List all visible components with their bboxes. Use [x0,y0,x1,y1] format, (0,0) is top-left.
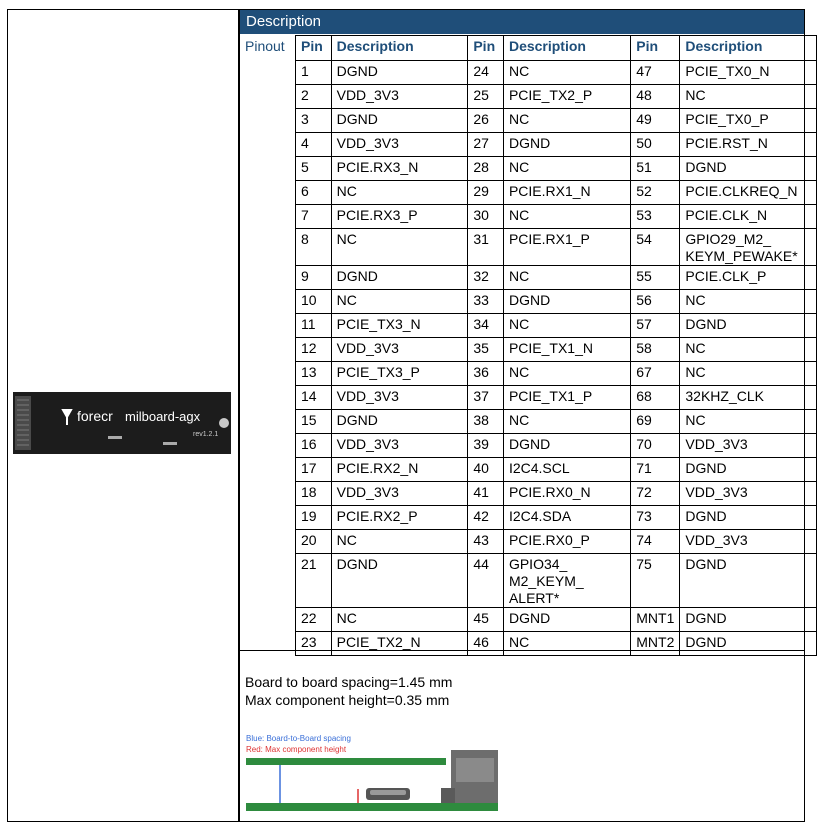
table-row [296,133,817,157]
pin-number-cell: 75 [631,554,680,608]
pinout-label: Pinout [245,38,285,54]
top-board [246,758,446,765]
pin-description-cell: PCIE.RX3_N [331,157,468,181]
mount-hole [219,418,229,428]
pin-number-cell: 53 [631,205,680,229]
pin-header: Pin [296,36,332,61]
pin-number-cell: 36 [468,362,504,386]
pin-number-cell: 50 [631,133,680,157]
pin-number-cell: 24 [468,61,504,85]
table-row [296,530,817,554]
table-row [296,181,817,205]
pinout-table-body [296,61,817,656]
pin-description-cell: PCIE_TX1_P [503,386,630,410]
column-divider [238,9,240,822]
pin-number-cell: 35 [468,338,504,362]
pin-number-cell: 47 [631,61,680,85]
pin-description-cell: PCIE_TX2_P [503,85,630,109]
pin-description-cell: PCIE.RX1_N [503,181,630,205]
pin-number-cell: MNT1 [631,608,680,632]
description-header-cell: Description [503,36,630,61]
pin-description-cell: DGND [503,434,630,458]
pin-number-cell: 38 [468,410,504,434]
pin-number-cell: 55 [631,266,680,290]
pin-description-cell: NC [503,266,630,290]
pin-description-cell: PCIE.RX2_P [331,506,468,530]
pin-description-cell: PCIE_TX0_P [680,109,817,133]
board-rev: rev1.2.1 [193,431,219,438]
pin-number-cell: 20 [296,530,332,554]
pin-description-cell: PCIE.RX3_P [331,205,468,229]
pin-number-cell: 22 [296,608,332,632]
pin-number-cell: 16 [296,434,332,458]
pin-number-cell: 8 [296,229,332,266]
description-header: Description [240,10,804,34]
pin-header: Pin [468,36,504,61]
pin-description-cell: DGND [503,133,630,157]
table-row [296,314,817,338]
table-row [296,338,817,362]
pin-description-cell: VDD_3V3 [331,338,468,362]
pin-number-cell: 51 [631,157,680,181]
table-row [296,608,817,632]
pin-description-cell: NC [503,205,630,229]
component-height-note: Max component height=0.35 mm [245,692,450,708]
table-row [296,410,817,434]
pin-number-cell: 21 [296,554,332,608]
board-model: milboard-agx [125,409,201,424]
table-row [296,506,817,530]
pin-number-cell: 18 [296,482,332,506]
pin-number-cell: 33 [468,290,504,314]
pin-description-cell: VDD_3V3 [680,530,817,554]
pin-description-cell: VDD_3V3 [331,386,468,410]
pin-description-cell: NC [680,290,817,314]
table-row [296,434,817,458]
pin-description-cell: PCIE.CLK_N [680,205,817,229]
pin-number-cell: 72 [631,482,680,506]
table-header-row [296,36,817,61]
pin-description-cell: PCIE.RST_N [680,133,817,157]
pin-number-cell: 52 [631,181,680,205]
pin-number-cell: 32 [468,266,504,290]
pin-description-cell: PCIE_TX3_P [331,362,468,386]
pin-description-cell: NC [680,362,817,386]
pin-description-cell: GPIO29_M2_ KEYM_PEWAKE* [680,229,817,266]
table-row [296,85,817,109]
pin-description-cell: I2C4.SCL [503,458,630,482]
pin-description-cell: DGND [331,109,468,133]
pin-description-cell: NC [331,290,468,314]
pin-description-cell: DGND [331,554,468,608]
pin-number-cell: 7 [296,205,332,229]
table-row [296,554,817,608]
pin-number-cell: 42 [468,506,504,530]
pin-number-cell: 29 [468,181,504,205]
table-row [296,386,817,410]
pin-number-cell: 44 [468,554,504,608]
pin-number-cell: 23 [296,632,332,656]
pinout-table [295,35,817,656]
table-row [296,205,817,229]
table-row [296,632,817,656]
pin-description-cell: DGND [680,157,817,181]
pin-description-cell: VDD_3V3 [331,85,468,109]
connector-foot [441,788,455,803]
pin-description-cell: I2C4.SDA [503,506,630,530]
pin-number-cell: 39 [468,434,504,458]
pin-number-cell: 28 [468,157,504,181]
pin-header: Pin [631,36,680,61]
pin-number-cell: 1 [296,61,332,85]
pin-number-cell: 10 [296,290,332,314]
pin-number-cell: 74 [631,530,680,554]
pin-description-cell: PCIE_TX1_N [503,338,630,362]
pin-description-cell: DGND [331,61,468,85]
connector-face [456,758,494,782]
pin-number-cell: 41 [468,482,504,506]
pin-number-cell: 27 [468,133,504,157]
pin-description-cell: VDD_3V3 [680,434,817,458]
pin-number-cell: 48 [631,85,680,109]
pin-number-cell: 68 [631,386,680,410]
pin-number-cell: 26 [468,109,504,133]
pin-description-cell: NC [331,530,468,554]
pin-description-cell: 32KHZ_CLK [680,386,817,410]
pin-number-cell: 3 [296,109,332,133]
pin-description-cell: PCIE_TX2_N [331,632,468,656]
pin-description-cell: NC [503,632,630,656]
table-row [296,157,817,181]
table-row [296,229,817,266]
pin-number-cell: 15 [296,410,332,434]
legend-blue: Blue: Board-to-Board spacing [246,734,351,743]
pin-number-cell: 12 [296,338,332,362]
pin-number-cell: 17 [296,458,332,482]
pin-description-cell: NC [503,410,630,434]
pin-number-cell: 25 [468,85,504,109]
pin-description-cell: VDD_3V3 [331,434,468,458]
pin-number-cell: 58 [631,338,680,362]
pin-number-cell: 43 [468,530,504,554]
pin-number-cell: 4 [296,133,332,157]
pin-description-cell: DGND [331,266,468,290]
board-image [13,392,231,454]
table-row [296,458,817,482]
spacing-notes [245,673,452,709]
pin-description-cell: PCIE.CLK_P [680,266,817,290]
table-row [296,61,817,85]
pin-description-cell: DGND [331,410,468,434]
pin-number-cell: 46 [468,632,504,656]
pin-description-cell: PCIE.RX0_N [503,482,630,506]
pin-number-cell: 13 [296,362,332,386]
pin-description-cell: NC [331,181,468,205]
description-header-cell: Description [331,36,468,61]
pin-description-cell: DGND [680,506,817,530]
table-row [296,266,817,290]
pin-number-cell: 9 [296,266,332,290]
legend-red: Red: Max component height [246,745,347,754]
pin-description-cell: VDD_3V3 [680,482,817,506]
table-row [296,362,817,386]
pin-description-cell: NC [503,314,630,338]
pin-description-cell: PCIE.RX1_P [503,229,630,266]
pin-number-cell: 67 [631,362,680,386]
edge-connector [15,396,31,450]
pin-description-cell: NC [331,229,468,266]
pin-description-cell: NC [680,85,817,109]
pin-description-cell: NC [680,410,817,434]
table-row [296,109,817,133]
pin-number-cell: 54 [631,229,680,266]
pin-number-cell: 71 [631,458,680,482]
pin-description-cell: NC [503,61,630,85]
pin-number-cell: 56 [631,290,680,314]
pin-number-cell: 69 [631,410,680,434]
pin-number-cell: 45 [468,608,504,632]
pin-description-cell: GPIO34_ M2_KEYM_ ALERT* [503,554,630,608]
table-row [296,290,817,314]
pin-description-cell: NC [331,608,468,632]
pin-description-cell: PCIE_TX3_N [331,314,468,338]
bottom-board [246,803,498,811]
pin-description-cell: PCIE.CLKREQ_N [680,181,817,205]
pin-description-cell: DGND [680,314,817,338]
section-divider [240,650,805,651]
pin-description-cell: NC [680,338,817,362]
pin-description-cell: PCIE.RX2_N [331,458,468,482]
board-spacing-note: Board to board spacing=1.45 mm [245,674,453,690]
pin-description-cell: DGND [680,608,817,632]
pin-number-cell: 11 [296,314,332,338]
pin-number-cell: 73 [631,506,680,530]
pin-number-cell: 40 [468,458,504,482]
pin-number-cell: 5 [296,157,332,181]
description-header-cell: Description [680,36,817,61]
pin-description-cell: NC [503,157,630,181]
pin-number-cell: MNT2 [631,632,680,656]
pin-number-cell: 2 [296,85,332,109]
pin-description-cell: NC [503,362,630,386]
pin-number-cell: 30 [468,205,504,229]
pin-number-cell: 34 [468,314,504,338]
pin-number-cell: 6 [296,181,332,205]
pin-description-cell: DGND [503,290,630,314]
component-chip-top [370,790,406,795]
pin-description-cell: NC [503,109,630,133]
pin-description-cell: DGND [680,632,817,656]
pin-description-cell: PCIE.RX0_P [503,530,630,554]
pin-number-cell: 37 [468,386,504,410]
board-brand: forecr [77,408,113,424]
pin-number-cell: 57 [631,314,680,338]
pin-description-cell: VDD_3V3 [331,482,468,506]
spacing-diagram [246,732,498,812]
pin-description-cell: DGND [680,458,817,482]
pin-number-cell: 70 [631,434,680,458]
pin-description-cell: DGND [680,554,817,608]
pin-number-cell: 14 [296,386,332,410]
pin-description-cell: DGND [503,608,630,632]
pin-number-cell: 31 [468,229,504,266]
pin-number-cell: 19 [296,506,332,530]
table-row [296,482,817,506]
pin-number-cell: 49 [631,109,680,133]
pin-description-cell: VDD_3V3 [331,133,468,157]
pin-description-cell: PCIE_TX0_N [680,61,817,85]
